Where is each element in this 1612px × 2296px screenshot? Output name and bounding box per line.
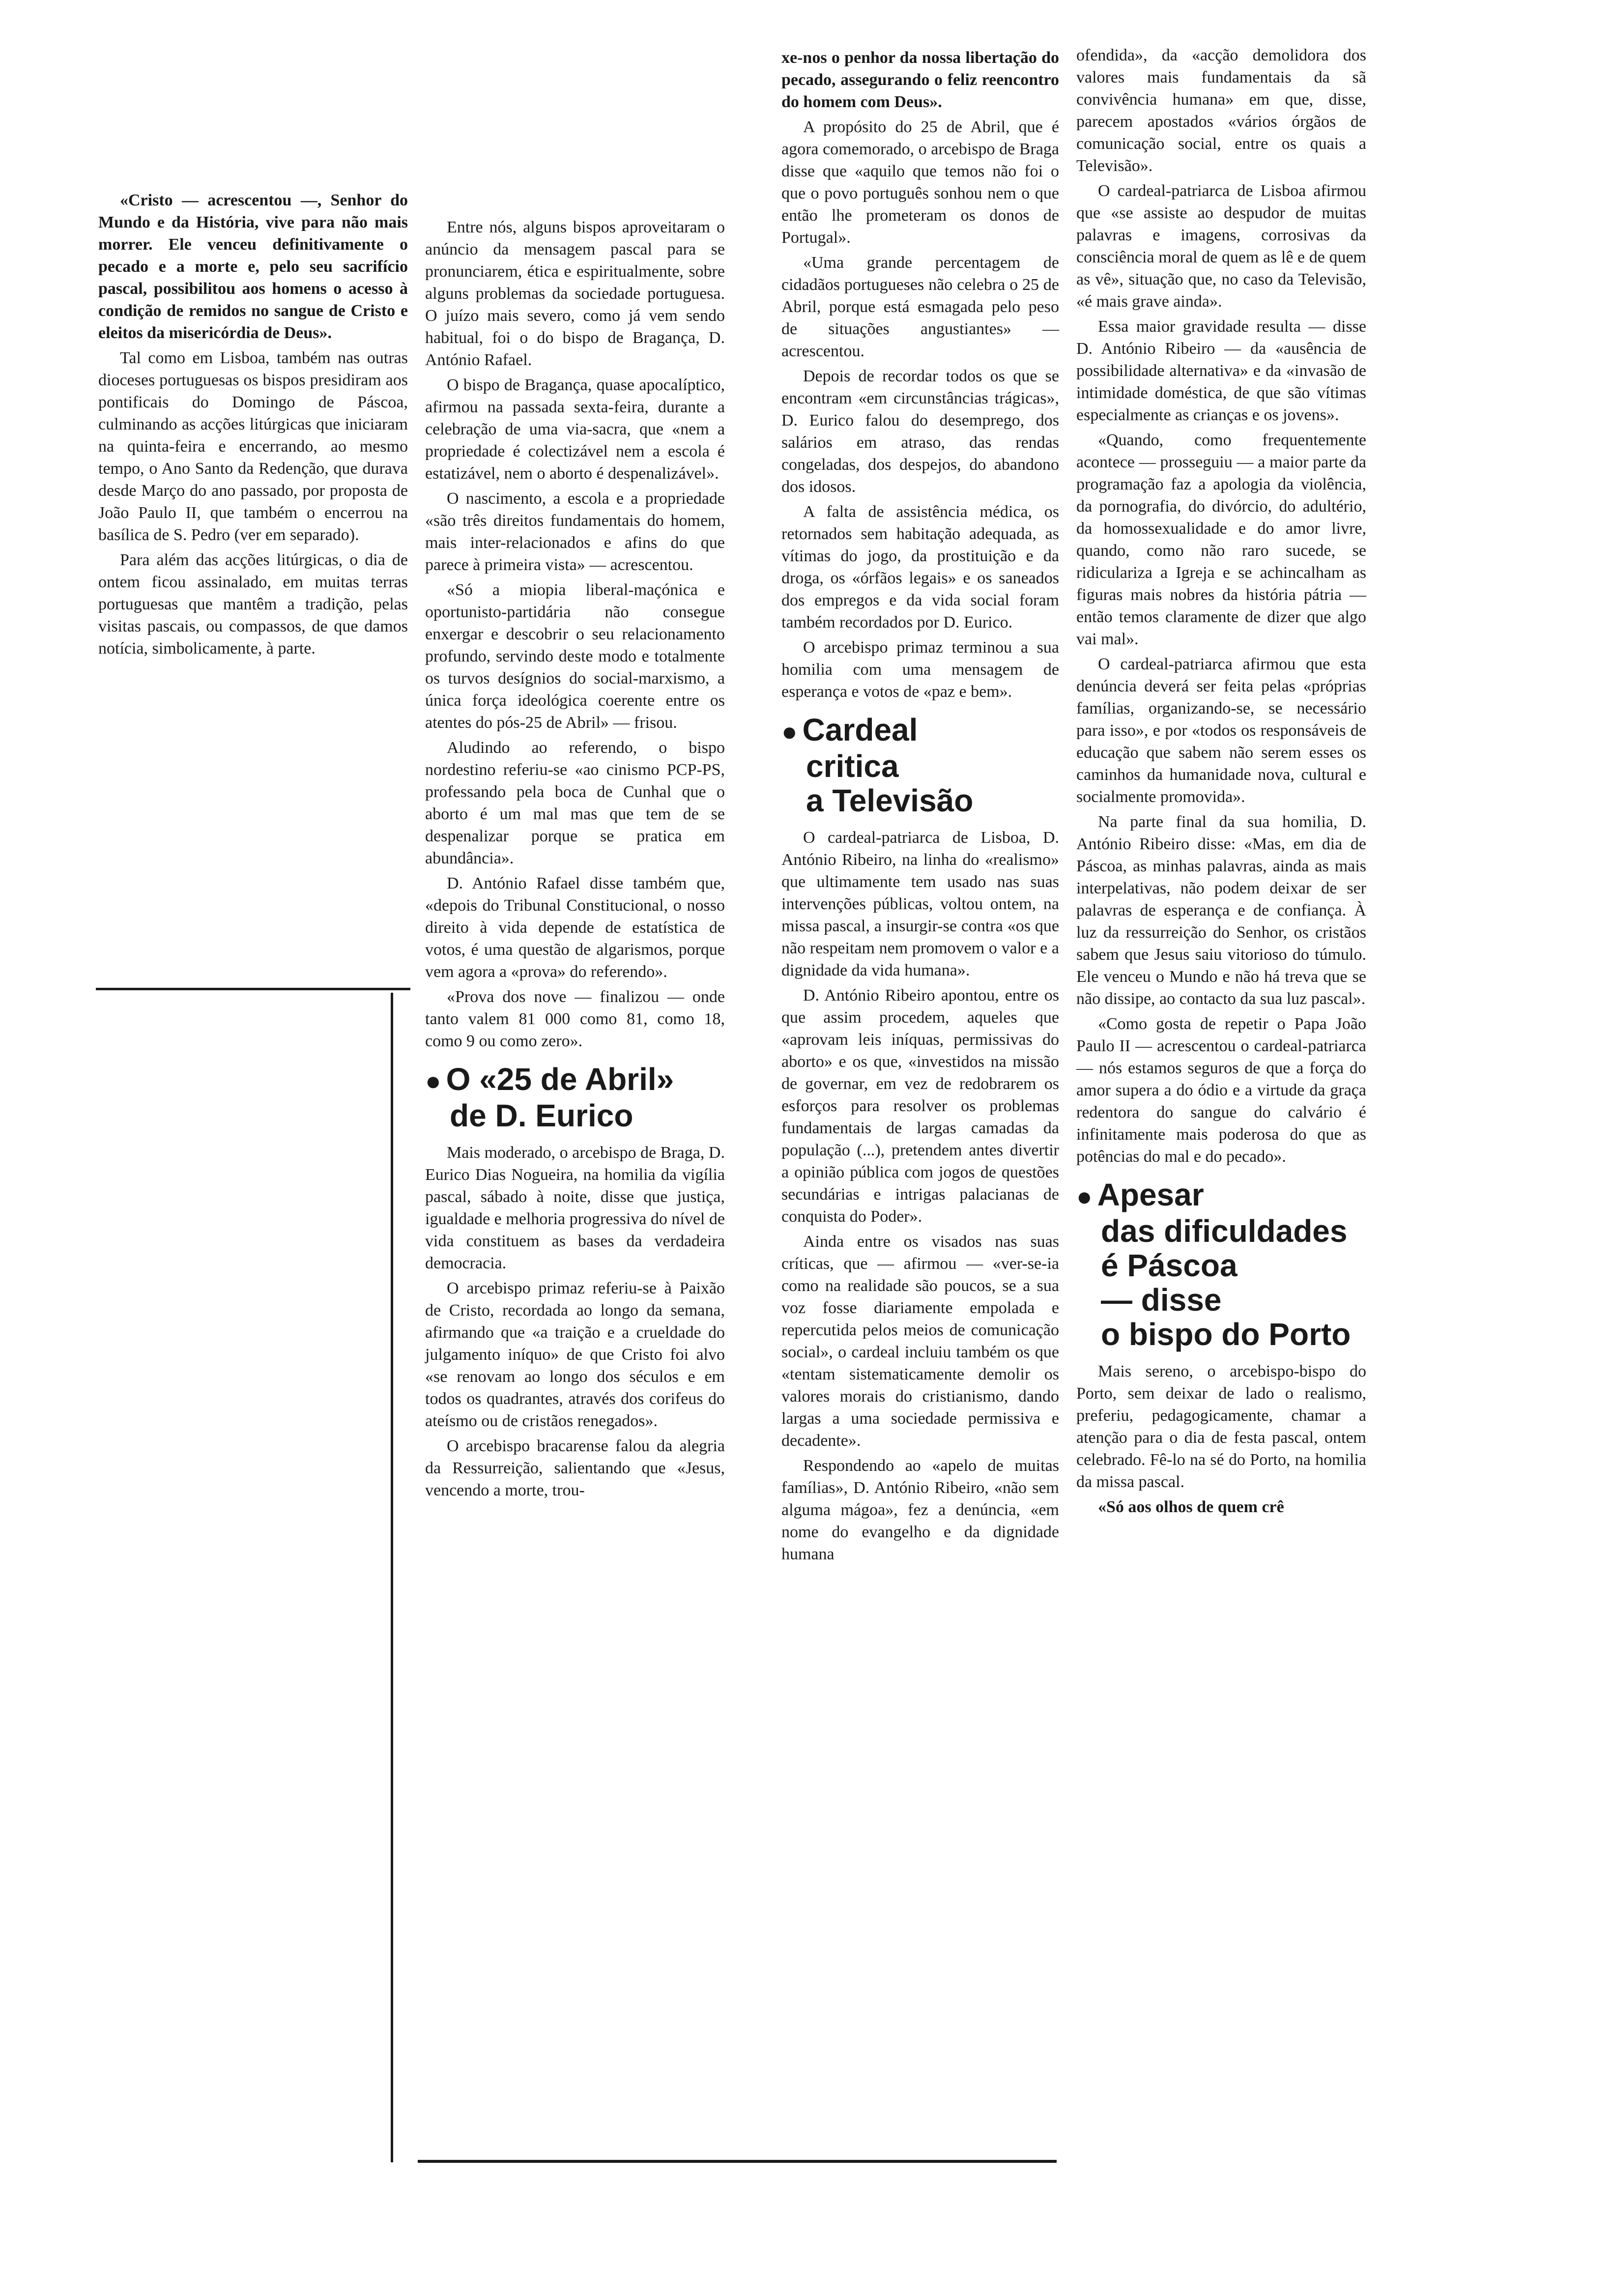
section-heading-line: critica [806, 748, 899, 784]
section-heading [425, 1062, 725, 1133]
clipping-rule-vertical [391, 993, 393, 2162]
paragraph: A propósito do 25 de Abril, que é agora comemorado, o arcebispo de Braga disse que «aquilo que temos não foi o que o povo português sonhou nem o que então lhe prometeram os donos de Portugal». [781, 118, 1059, 247]
section-heading-text: O «25 de Abril» [446, 1062, 674, 1097]
paragraph: Na parte final da sua homilia, D. António Ribeiro disse: «Mas, em dia de Páscoa, as minhas palavras, ainda as mais interpelativas, não podem deixar de ser palavras de esperança e de confiança. À luz da ressurreição do Senhor, os cristãos sabem que Jesus saiu vitorioso do túmulo. Ele venceu o Mundo e não há treva que se não dissipe, ao contacto da sua luz pascal». [1076, 813, 1366, 1008]
paragraph: «Só a miopia liberal-maçónica e oportunisto-partidária não consegue enxergar e descobrir o seu relacionamento profundo, servindo deste modo e totalmente os turvos desígnios do social-marxismo, a única força ideológica coerente entre os atentes do pós-25 de Abril» — frisou. [425, 581, 725, 732]
section-heading-text: Apesar [1097, 1177, 1204, 1212]
paragraph: Aludindo ao referendo, o bispo nordestino referiu-se «ao cinismo PCP-PS, professando pela boca de Cunhal que o aborto é um mal mas que tem de se despenalizar porque se pratica em abundância». [425, 739, 725, 867]
paragraph: O cardeal-patriarca de Lisboa afirmou que «se assiste ao despudor de muitas palavras e imagens, corrosivas da consciência moral de quem as lê e de quem as vê», situação que, no caso da Televisão, «é mais grave ainda». [1076, 182, 1366, 311]
section-heading-line: das dificuldades [1101, 1213, 1348, 1249]
paragraph: «Prova dos nove — finalizou — onde tanto valem 81 000 como 81, como 18, como 9 ou como zero». [425, 988, 725, 1050]
paragraph: Mais sereno, o arcebispo-bispo do Porto, sem deixar de lado o realismo, preferiu, pedagogicamente, chamar a atenção para o dia de festa pascal, ontem celebrado. Fê-lo na sé do Porto, na homilia da missa pascal. [1076, 1362, 1366, 1491]
paragraph: ofendida», da «acção demolidora dos valores mais fundamentais da sã convivência humana» em que, disse, parecem apostados «vários órgãos de comunicação social, entre os quais a Televisão». [1076, 46, 1366, 175]
bullet-icon: ● [1076, 1182, 1093, 1211]
paragraph: D. António Ribeiro apontou, entre os que assim procedem, aqueles que «aprovam leis iníquas, permissivas do aborto» e os que, «investidos na missão de governar, em vez de redobrarem os esforços para resolver os problemas fundamentais de largas camadas da população (...), pretendem antes divertir a opinião pública com jogos de questões secundárias e intrigas palacianas de conquista do Poder». [781, 986, 1059, 1226]
paragraph: «Quando, como frequentemente acontece — prosseguiu — a maior parte da programação faz a apologia da violência, da pornografia, do divórcio, do adultério, da homossexualidade e do amor livre, quando, como não raro sucede, se ridiculariza a Igreja e se achincalham as figuras mais nobres da história pátria — então temos claramente de dizer que algo vai mal». [1076, 431, 1366, 648]
paragraph: Essa maior gravidade resulta — disse D. António Ribeiro — da «ausência de possibilidade alternativa» e da «invasão de intimidade doméstica, de que são vítimas especialmente as crianças e os jovens». [1076, 317, 1366, 424]
section-heading-line: de D. Eurico [450, 1098, 633, 1133]
paragraph: «Cristo — acrescentou —, Senhor do Mundo e da História, vive para não mais morrer. Ele venceu definitivamente o pecado e a morte e, pelo seu sacrifício pascal, possibilitou aos homens o acesso à condição de remidos no sangue de Cristo e eleitos da misericórdia de Deus». [98, 191, 408, 342]
article-column-2 [425, 216, 725, 1504]
paragraph: O arcebispo bracarense falou da alegria da Ressurreição, salientando que «Jesus, vencendo a morte, trou- [425, 1437, 725, 1499]
section-heading-line: é Páscoa [1101, 1248, 1238, 1283]
paragraph: xe-nos o penhor da nossa libertação do pecado, assegurando o feliz reencontro do homem com Deus». [781, 49, 1059, 111]
paragraph: Ainda entre os visados nas suas críticas, que — afirmou — «ver-se-ia como na realidade são poucos, se a sua voz fosse diariamente empolada e repercutida pelos meios de comunicação social», o cardeal incluiu também os que «tentam sistematicamente demolir os valores morais do cristianismo, dando largas a uma sociedade permissiva e decadente». [781, 1233, 1059, 1450]
paragraph: «Só aos olhos de quem crê [1098, 1498, 1284, 1516]
section-heading-line: o bispo do Porto [1101, 1317, 1351, 1352]
section-heading-line [781, 713, 1059, 749]
paragraph: Tal como em Lisboa, também nas outras dioceses portuguesas os bispos presidiram aos pontificais do Domingo de Páscoa, culminando as acções litúrgicas que iniciaram na quinta-feira e encerrando, ao mesmo tempo, o Ano Santo da Redenção, que durava desde Março do ano passado, por proposta de João Paulo II, que também o encerrou na basílica de S. Pedro (ver em separado). [98, 349, 408, 544]
paragraph: O arcebispo primaz terminou a sua homilia com uma mensagem de esperança e votos de «paz e bem». [781, 638, 1059, 701]
paragraph: A falta de assistência médica, os retornados sem habitação adequada, as vítimas do jogo, da prostituição e da droga, os «órfãos legais» e os saneados dos empregos e da vida social foram também recordados por D. Eurico. [781, 503, 1059, 631]
paragraph: Para além das acções litúrgicas, o dia de ontem ficou assinalado, em muitas terras portuguesas que mantêm a tradição, pelas visitas pascais, ou compassos, de que damos notícia, simbolicamente, à parte. [98, 551, 408, 658]
bullet-icon: ● [425, 1066, 441, 1096]
bullet-icon: ● [781, 717, 798, 746]
paragraph: D. António Rafael disse também que, «depois do Tribunal Constitucional, o nosso direito à vida depende de estatística de votos, é uma questão de algarismos, porque vem agora a «prova» do referendo». [425, 874, 725, 981]
paragraph: O bispo de Bragança, quase apocalíptico, afirmou na passada sexta-feira, durante a celebração de uma via-sacra, que «nem a propriedade é colectizável nem a escola é estatizável, nem o aborto é despenalizável». [425, 376, 725, 483]
section-heading-line: a Televisão [806, 783, 974, 818]
clipping-rule-bottom [418, 2160, 1057, 2163]
article-column-1 [98, 189, 408, 662]
paragraph: Entre nós, alguns bispos aproveitaram o anúncio da mensagem pascal para se pronunciarem, ética e espiritualmente, sobre alguns problemas da sociedade portuguesa. O juízo mais severo, como já vem sendo habitual, foi o do bispo de Bragança, D. António Rafael. [425, 218, 725, 369]
section-heading-line [425, 1062, 725, 1098]
paragraph: Respondendo ao «apelo de muitas famílias», D. António Ribeiro, «não sem alguma mágoa», fez a denúncia, «em nome do evangelho e da dignidade humana [781, 1457, 1059, 1563]
section-heading [1076, 1177, 1366, 1351]
section-heading-line [1076, 1177, 1366, 1214]
article-column-4 [1076, 44, 1366, 1521]
paragraph: «Como gosta de repetir o Papa João Paulo II — acrescentou o cardeal-patriarca — nós estamos seguros de que a força do amor supera a do ódio e a virtude da graça redentora do sangue do calvário é infinitamente mais poderosa do que as potências do mal e do pecado». [1076, 1015, 1366, 1166]
section-heading-line: — disse [1101, 1282, 1222, 1318]
article-column-3 [781, 47, 1059, 1568]
section-heading-text: Cardeal [802, 712, 918, 747]
clipping-rule-left [96, 988, 410, 990]
paragraph: «Uma grande percentagem de cidadãos portugueses não celebra o 25 de Abril, porque está esmagada pelo peso de situações angustiantes» — acrescentou. [781, 254, 1059, 360]
paragraph: Depois de recordar todos os que se encontram «em circunstâncias trágicas», D. Eurico falou do desemprego, dos salários em atraso, das rendas congeladas, dos despejos, do abandono dos idosos. [781, 367, 1059, 496]
paragraph: O nascimento, a escola e a propriedade «são três direitos fundamentais do homem, mais inter-relacionados e afins do que parece à primeira vista» — acrescentou. [425, 489, 725, 574]
paragraph: O cardeal-patriarca afirmou que esta denúncia deverá ser feita pelas «próprias famílias, organizando-se, se necessário para isso», e por «todos os responsáveis de educação que sabem não serem esses os caminhos da humanidade nova, cultural e socialmente promovida». [1076, 655, 1366, 806]
section-heading [781, 713, 1059, 818]
paragraph: O cardeal-patriarca de Lisboa, D. António Ribeiro, na linha do «realismo» que ultimamente tem usado nas suas intervenções públicas, voltou ontem, na missa pascal, a insurgir-se contra «os que não respeitam nem promovem o valor e a dignidade da vida humana». [781, 829, 1059, 979]
paragraph: Mais moderado, o arcebispo de Braga, D. Eurico Dias Nogueira, na homilia da vigília pascal, sábado à noite, disse que justiça, igualdade e melhoria progressiva do nível de vida constituem as bases da verdadeira democracia. [425, 1144, 725, 1272]
paragraph: O arcebispo primaz referiu-se à Paixão de Cristo, recordada ao longo da semana, afirmando que «a traição e a crueldade do julgamento iníquo» de que Cristo foi alvo «se renovam ao longo dos séculos e em todos os quadrantes, através dos corifeus do ateísmo ou de cristãos renegados». [425, 1279, 725, 1430]
